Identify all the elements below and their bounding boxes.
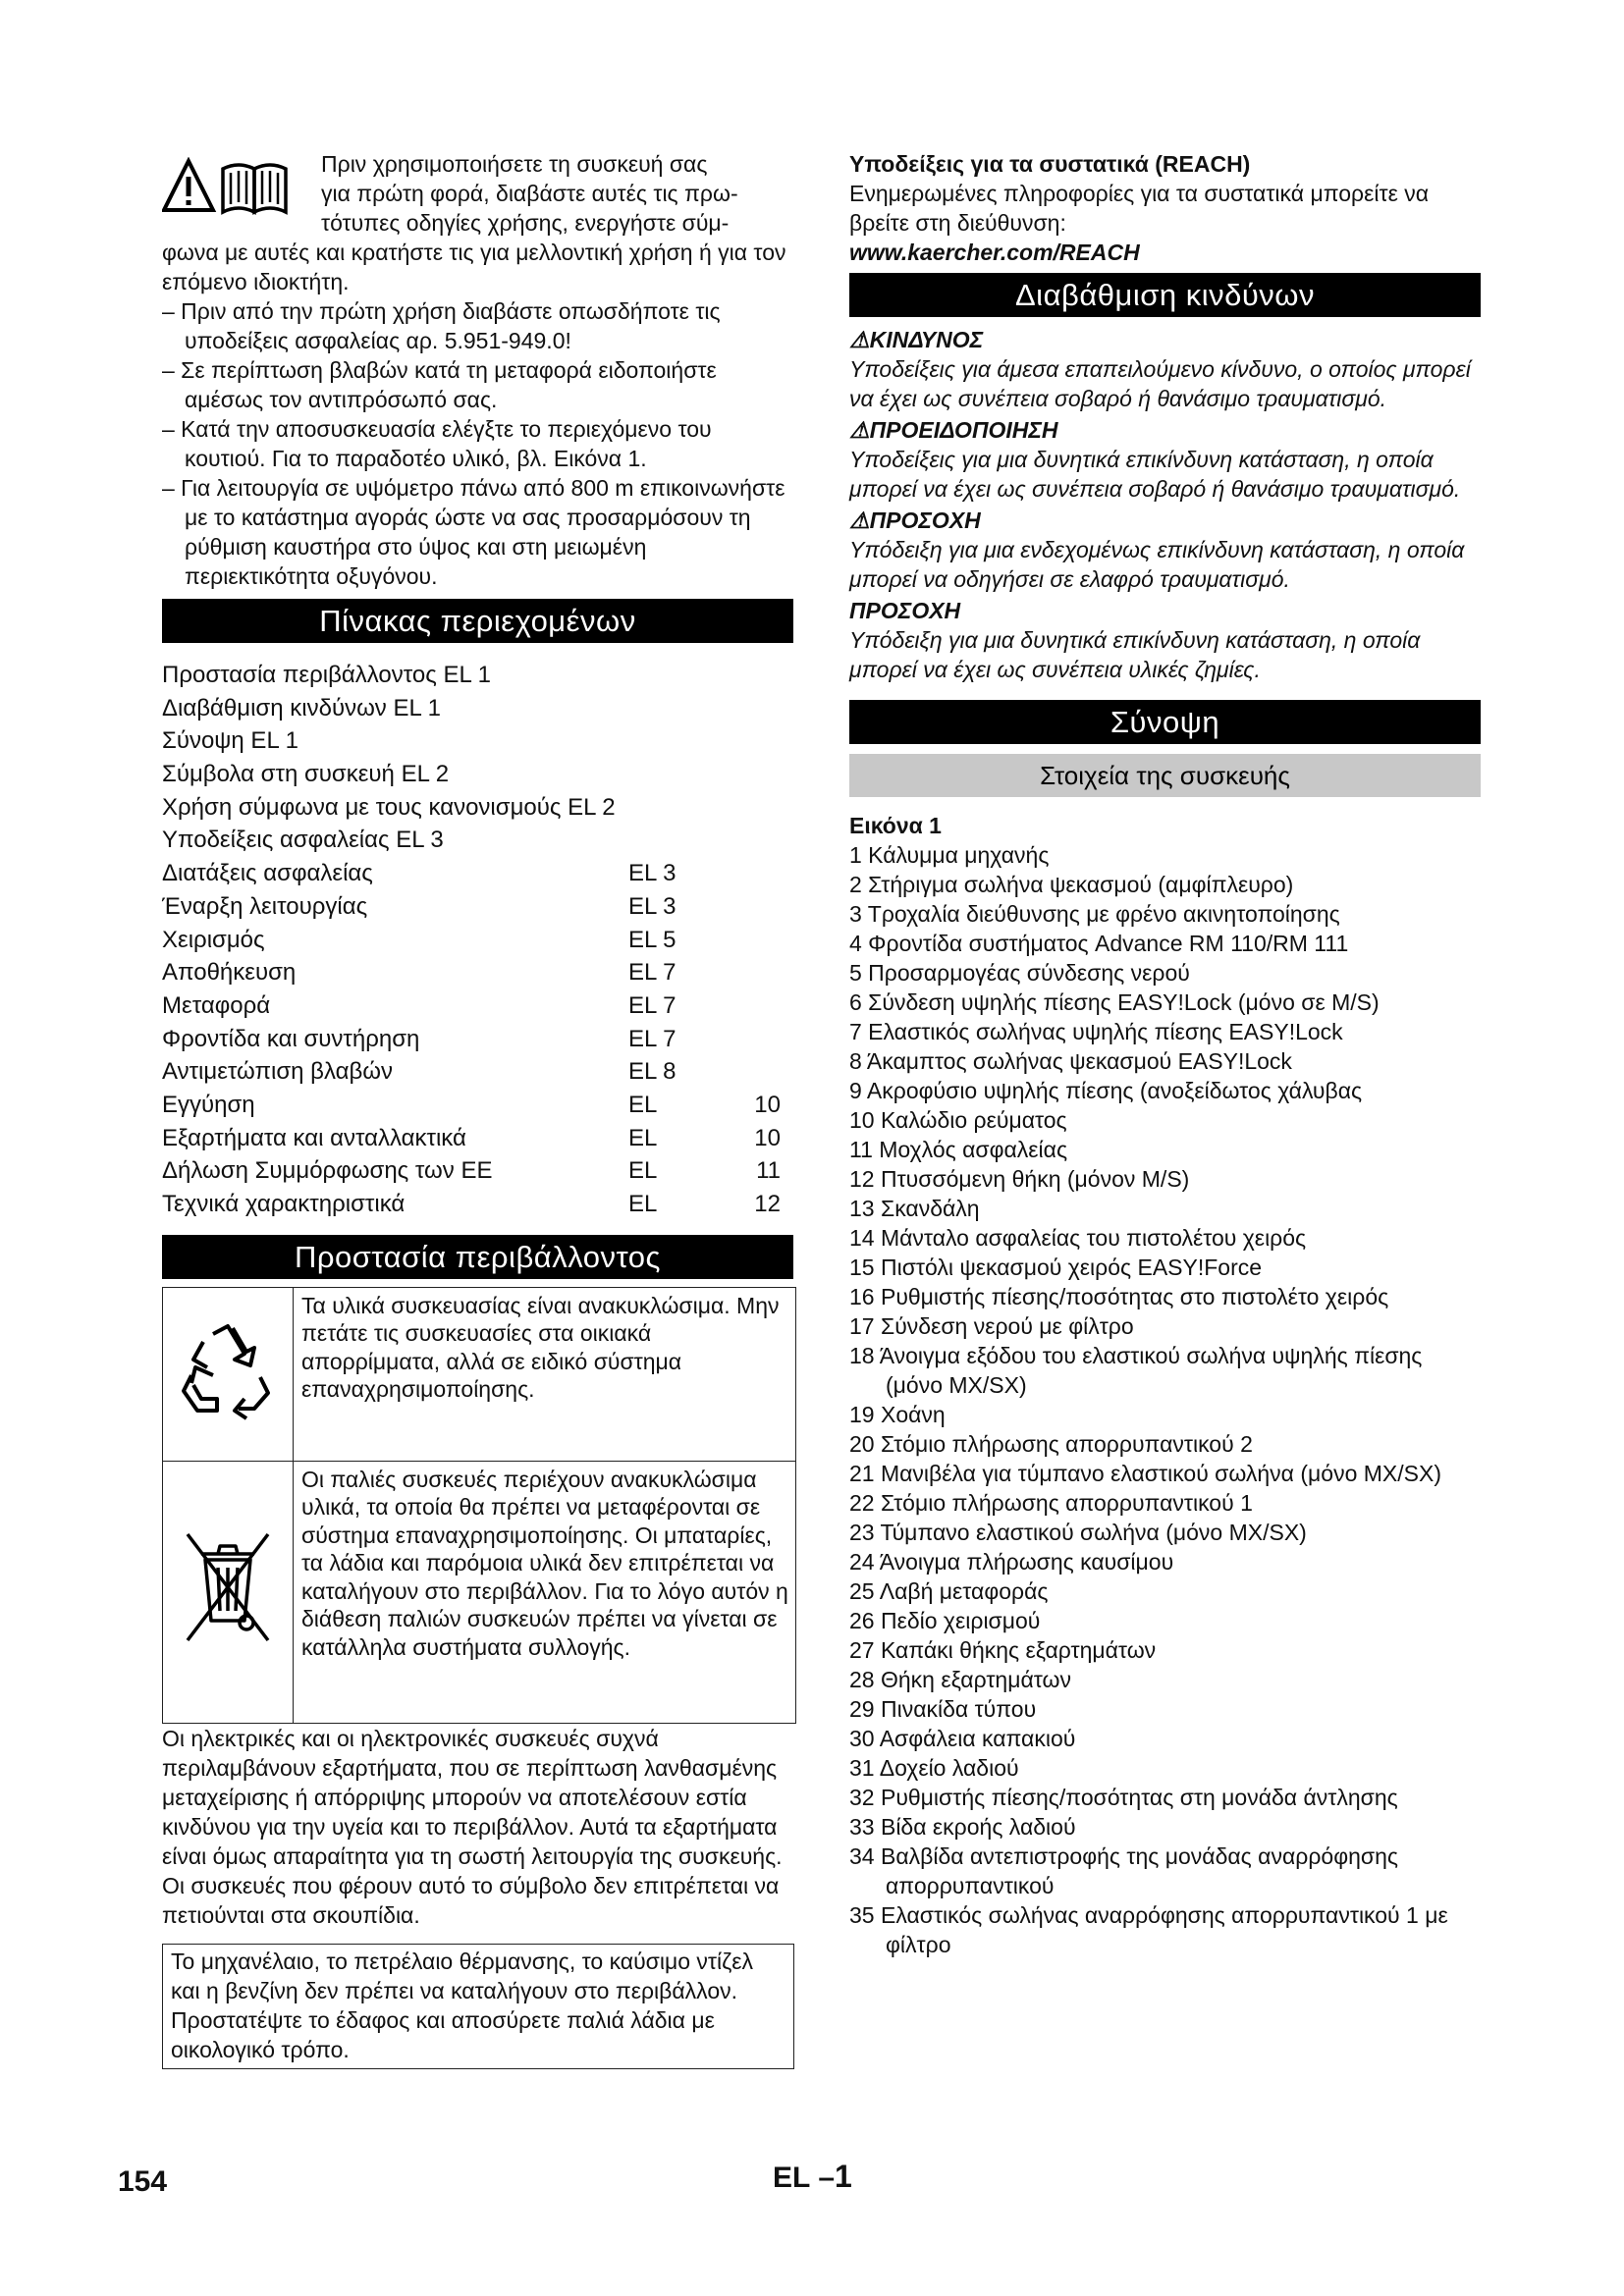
- toc-row[interactable]: [162, 857, 793, 890]
- toc-row[interactable]: [162, 1154, 793, 1188]
- toc-title: Χρήση σύμφωνα με τους κανονισμούς EL 2: [162, 793, 616, 821]
- toc-title: Αποθήκευση: [162, 959, 297, 987]
- toc-title: Έναρξη λειτουργίας: [162, 892, 368, 920]
- toc-row[interactable]: [162, 956, 793, 989]
- toc-title: Διαβάθμιση κινδύνων EL 1: [162, 694, 441, 721]
- list-item: 26 Πεδίο χειρισμού: [849, 1608, 1041, 1633]
- section-page-code: [773, 2159, 852, 2194]
- intro-bullet: – Πριν από την πρώτη χρήση διαβάστε οπωσδήποτε τις υποδείξεις ασφαλείας αρ. 5.951-949.0!: [162, 298, 721, 353]
- reach-text: Ενημερωμένες πληροφορίες για τα συστατικά μπορείτε να βρείτε στη διεύθυνση:: [849, 181, 1430, 236]
- list-item: 25 Λαβή μεταφοράς: [849, 1578, 1049, 1604]
- notice-label: ΠΡΟΣΟΧΗ: [849, 598, 961, 623]
- list-item: 15 Πιστόλι ψεκασμού χειρός EASY!Force: [849, 1255, 1263, 1280]
- intro-line-2: για πρώτη φορά, διαβάστε αυτές τις πρω-: [321, 181, 738, 206]
- reach-heading: Υποδείξεις για τα συστατικά (REACH): [849, 151, 1251, 177]
- list-item: 7 Ελαστικός σωλήνας υψηλής πίεσης EASY!Lock: [849, 1019, 1343, 1044]
- toc-page-num: 10: [754, 1124, 781, 1151]
- page-number: 154: [118, 2165, 168, 2198]
- toc-row[interactable]: [162, 1023, 793, 1056]
- danger-text: Υποδείξεις για άμεσα επαπειλούμενο κίνδυνο, ο οποίος μπορεί να έχει ως συνέπεια σοβαρό ή θανάσιμο τραυματισμό.: [849, 356, 1471, 411]
- overview-heading: Σύνοψη: [849, 700, 1481, 744]
- toc-title: Τεχνικά χαρακτηριστικά: [162, 1191, 406, 1217]
- list-item: 28 Θήκη εξαρτημάτων: [849, 1667, 1071, 1692]
- toc-page-num: 11: [756, 1157, 781, 1185]
- toc-page-num: 10: [754, 1091, 781, 1118]
- list-item: 11 Μοχλός ασφαλείας: [849, 1137, 1068, 1162]
- toc-page-code: [628, 692, 722, 725]
- toc-row[interactable]: [162, 989, 793, 1023]
- env-heading: Προστασία περιβάλλοντος: [162, 1235, 793, 1279]
- list-item: 12 Πτυσσόμενη θήκη (μόνον M/S): [849, 1166, 1190, 1192]
- toc-title: Σύμβολα στη συσκευή EL 2: [162, 761, 450, 788]
- toc-row[interactable]: [162, 758, 793, 791]
- toc-row[interactable]: [162, 890, 793, 924]
- toc-row[interactable]: [162, 791, 793, 825]
- toc-page-num: [722, 857, 781, 890]
- intro-line-3: τότυπες οδηγίες χρήσης, ενεργήστε σύμ-: [321, 210, 730, 236]
- left-column: [162, 149, 793, 2069]
- list-item: 13 Σκανδάλη: [849, 1196, 980, 1221]
- warning-label: ⚠ΠΡΟΕΙΔΟΠΟΙΗΣΗ: [849, 417, 1058, 443]
- toc-page-code: [628, 724, 722, 758]
- list-item: 31 Δοχείο λαδιού: [849, 1755, 1019, 1781]
- toc-page-num: [722, 956, 781, 989]
- language-code: EL: [773, 2162, 811, 2194]
- list-item: 9 Ακροφύσιο υψηλής πίεσης (ανοξείδωτος χάλυβας: [849, 1078, 1363, 1103]
- list-item: 20 Στόμιο πλήρωσης απορρυπαντικού 2: [849, 1431, 1253, 1457]
- toc-page-num: [722, 924, 781, 957]
- crossed-bin-icon: [174, 1524, 282, 1652]
- caution-label: ⚠ΠΡΟΣΟΧΗ: [849, 507, 981, 533]
- toc-row[interactable]: [162, 1122, 793, 1155]
- toc-row[interactable]: [162, 659, 793, 692]
- toc-page-code: EL 3: [628, 860, 677, 887]
- toc-title: Χειρισμός: [162, 926, 265, 953]
- weee-bin-icon-cell: [163, 1461, 294, 1723]
- toc-page-num: [722, 1055, 781, 1089]
- toc-page-num: [722, 989, 781, 1023]
- list-item: 5 Προσαρμογέας σύνδεσης νερού: [849, 960, 1190, 986]
- list-item: 10 Καλώδιο ρεύματος: [849, 1107, 1067, 1133]
- toc-page-code: EL: [628, 1124, 658, 1151]
- list-item: 33 Βίδα εκροής λαδιού: [849, 1814, 1076, 1840]
- intro-rest: φωνα με αυτές και κρατήστε τις για μελλοντική χρήση ή για τον επόμενο ιδιοκτήτη.: [162, 240, 786, 294]
- toc-row[interactable]: [162, 824, 793, 857]
- recycle-text: Τα υλικά συσκευασίας είναι ανακυκλώσιμα. Μην πετάτε τις συσκευασίες στα οικιακά απορρίμματα, αλλά σε ειδικό σύστημα επαναχρησιμοποίησης.: [294, 1287, 796, 1461]
- page-dash: –: [818, 2162, 836, 2194]
- toc-title: Μεταφορά: [162, 991, 271, 1019]
- local-page-number: 1: [835, 2159, 852, 2194]
- list-item: 32 Ρυθμιστής πίεσης/ποσότητας στη μονάδα άντλησης: [849, 1785, 1398, 1810]
- intro-block: [162, 149, 793, 591]
- list-item: 6 Σύνδεση υψηλής πίεσης EASY!Lock (μόνο σε M/S): [849, 989, 1380, 1015]
- oil-notice-text: Το μηχανέλαιο, το πετρέλαιο θέρμανσης, το καύσιμο ντίζελ και η βενζίνη δεν πρέπει να καταλήγουν στο περιβάλλον. Προστατέψτε το έδαφος και αποσύρετε παλιά λάδια με οικολογικό τρόπο.: [171, 1948, 754, 2062]
- device-elements-heading: Στοιχεία της συσκευής: [849, 754, 1481, 797]
- toc-page-num: [722, 824, 781, 857]
- toc-title: Υποδείξεις ασφαλείας EL 3: [162, 827, 444, 854]
- toc-page-code: EL 8: [628, 1058, 677, 1086]
- toc-page-num: [722, 1023, 781, 1056]
- toc-page-code: EL: [628, 1191, 658, 1217]
- toc-title: Δήλωση Συμμόρφωσης των ΕΕ: [162, 1157, 493, 1185]
- toc-page-code: EL: [628, 1091, 658, 1118]
- list-item: 27 Καπάκι θήκης εξαρτημάτων: [849, 1637, 1157, 1663]
- toc-title: Προστασία περιβάλλοντος EL 1: [162, 662, 491, 688]
- list-item: 18 Άνοιγμα εξόδου του ελαστικού σωλήνα υψηλής πίεσης (μόνο MX/SX): [849, 1343, 1423, 1398]
- list-item: 3 Τροχαλία διεύθυνσης με φρένο ακινητοποίησης: [849, 901, 1340, 927]
- list-item: 19 Χοάνη: [849, 1402, 946, 1427]
- list-item: 2 Στήριγμα σωλήνα ψεκασμού (αμφίπλευρο): [849, 872, 1294, 897]
- toc-title: Εγγύηση: [162, 1091, 255, 1118]
- list-item: 1 Κάλυμμα μηχανής: [849, 842, 1050, 868]
- caution-text: Υπόδειξη για μια ενδεχομένως επικίνδυνη κατάσταση, η οποία μπορεί να οδηγήσει σε ελαφρό τραυματισμό.: [849, 537, 1465, 592]
- warning-manual-icon: [162, 157, 309, 216]
- toc-title: Φροντίδα και συντήρηση: [162, 1025, 420, 1052]
- parts-list: [849, 840, 1481, 1959]
- toc-page-code: [628, 824, 722, 857]
- table-of-contents: [162, 659, 793, 1221]
- list-item: 24 Άνοιγμα πλήρωσης καυσίμου: [849, 1549, 1174, 1575]
- hazard-heading: Διαβάθμιση κινδύνων: [849, 273, 1481, 317]
- notice-text: Υπόδειξη για μια δυνητικά επικίνδυνη κατάσταση, η οποία μπορεί να έχει ως συνέπεια υλικές ζημίες.: [849, 627, 1421, 682]
- weee-text: Οι παλιές συσκευές περιέχουν ανακυκλώσιμα υλικά, τα οποία θα πρέπει να μεταφέρονται σε σύστημα επαναχρησιμοποίησης. Οι μπαταρίες, τα λάδια και παρόμοια υλικά δεν επιτρέπεται να καταλήγουν στο περιβάλλον. Για το λόγο αυτόν η διάθεση παλιών συσκευών πρέπει να γίνεται σε κατάλληλα συστήματα συλλογής.: [294, 1461, 796, 1723]
- toc-page-code: EL 7: [628, 991, 677, 1019]
- env-symbol-table: [162, 1287, 796, 1724]
- toc-page-num: [722, 890, 781, 924]
- list-item: 34 Βαλβίδα αντεπιστροφής της μονάδας αναρρόφησης απορρυπαντικού: [849, 1843, 1398, 1898]
- toc-row[interactable]: [162, 924, 793, 957]
- list-item: 17 Σύνδεση νερού με φίλτρο: [849, 1313, 1134, 1339]
- list-item: 29 Πινακίδα τύπου: [849, 1696, 1037, 1722]
- list-item: 8 Άκαμπτος σωλήνας ψεκασμού EASY!Lock: [849, 1048, 1292, 1074]
- toc-title: Αντιμετώπιση βλαβών: [162, 1058, 394, 1086]
- danger-label: ⚠ΚΙΝΔΥΝΟΣ: [849, 327, 984, 352]
- toc-page-code: EL 3: [628, 892, 677, 920]
- toc-title: Σύνοψη EL 1: [162, 727, 298, 755]
- toc-page-num: [722, 758, 781, 791]
- list-item: 21 Μανιβέλα για τύμπανο ελαστικού σωλήνα (μόνο MX/SX): [849, 1461, 1441, 1486]
- list-item: 16 Ρυθμιστής πίεσης/ποσότητας στο πιστολέτο χειρός: [849, 1284, 1389, 1309]
- toc-page-code: [628, 659, 722, 692]
- toc-page-num: 12: [754, 1191, 781, 1217]
- toc-row[interactable]: [162, 1055, 793, 1089]
- toc-page-num: [722, 791, 781, 825]
- toc-page-num: [722, 724, 781, 758]
- intro-bullet: – Κατά την αποσυσκευασία ελέγξτε το περιεχόμενο του κουτιού. Για το παραδοτέο υλικό, βλ. Εικόνα 1.: [162, 416, 712, 471]
- list-item: 35 Ελαστικός σωλήνας αναρρόφησης απορρυπαντικού 1 με φίλτρο: [849, 1902, 1448, 1957]
- oil-notice-box: [162, 1944, 794, 2069]
- intro-bullet: – Για λειτουργία σε υψόμετρο πάνω από 800 m επικοινωνήστε με το κατάστημα αγοράς ώστε να σας προσαρμόσουν τη ρύθμιση καυστήρα στο ύψος και στη μειωμένη περιεκτικότητα οξυγόνου.: [162, 475, 785, 589]
- toc-page-code: EL: [628, 1157, 658, 1185]
- toc-title: Εξαρτήματα και ανταλλακτικά: [162, 1124, 466, 1151]
- right-column: [849, 149, 1481, 1959]
- toc-page-code: EL 7: [628, 959, 677, 987]
- reach-url-link[interactable]: www.kaercher.com/REACH: [849, 240, 1140, 265]
- toc-page-num: [722, 692, 781, 725]
- intro-line-1: Πριν χρησιμοποιήσετε τη συσκευή σας: [321, 151, 708, 177]
- list-item: 14 Μάνταλο ασφαλείας του πιστολέτου χειρός: [849, 1225, 1307, 1251]
- recycle-icon-cell: [163, 1287, 294, 1461]
- electronics-text: Οι ηλεκτρικές και οι ηλεκτρονικές συσκευές συχνά περιλαμβάνουν εξαρτήματα, που σε περίπτωση λανθασμένης μεταχείρισης ή απόρριψης μπορούν να αποτελέσουν εστία κινδύνου για την υγεία και το περιβάλλον. Αυτά τα εξαρτήματα είναι όμως απαραίτητα για τη σωστή λειτουργία της συσκευής. Οι συσκευές που φέρουν αυτό το σύμβολο δεν επιτρέπεται να πετιούνται στα σκουπίδια.: [162, 1725, 783, 1928]
- toc-page-code: EL 7: [628, 1025, 677, 1052]
- list-item: 30 Ασφάλεια καπακιού: [849, 1726, 1076, 1751]
- figure-label: Εικόνα 1: [849, 813, 942, 838]
- toc-page-code: [628, 758, 722, 791]
- list-item: 22 Στόμιο πλήρωσης απορρυπαντικού 1: [849, 1490, 1253, 1516]
- list-item: 4 Φροντίδα συστήματος Advance RM 110/RM 111: [849, 931, 1349, 956]
- toc-row[interactable]: [162, 1188, 793, 1221]
- warning-text: Υποδείξεις για μια δυνητικά επικίνδυνη κατάσταση, η οποία μπορεί να έχει ως συνέπεια σοβαρό ή θανάσιμο τραυματισμό.: [849, 447, 1461, 502]
- toc-page-code: EL 5: [628, 926, 677, 953]
- intro-bullet: – Σε περίπτωση βλαβών κατά τη μεταφορά ειδοποιήστε αμέσως τον αντιπρόσωπό σας.: [162, 357, 717, 412]
- toc-row[interactable]: [162, 724, 793, 758]
- toc-row[interactable]: [162, 1089, 793, 1122]
- toc-page-num: [722, 659, 781, 692]
- toc-page-code: [673, 791, 722, 825]
- toc-title: Διατάξεις ασφαλείας: [162, 860, 373, 887]
- recycle-icon: [174, 1316, 282, 1424]
- toc-row[interactable]: [162, 692, 793, 725]
- toc-heading: Πίνακας περιεχομένων: [162, 599, 793, 643]
- list-item: 23 Τύμπανο ελαστικού σωλήνα (μόνο MX/SX): [849, 1520, 1307, 1545]
